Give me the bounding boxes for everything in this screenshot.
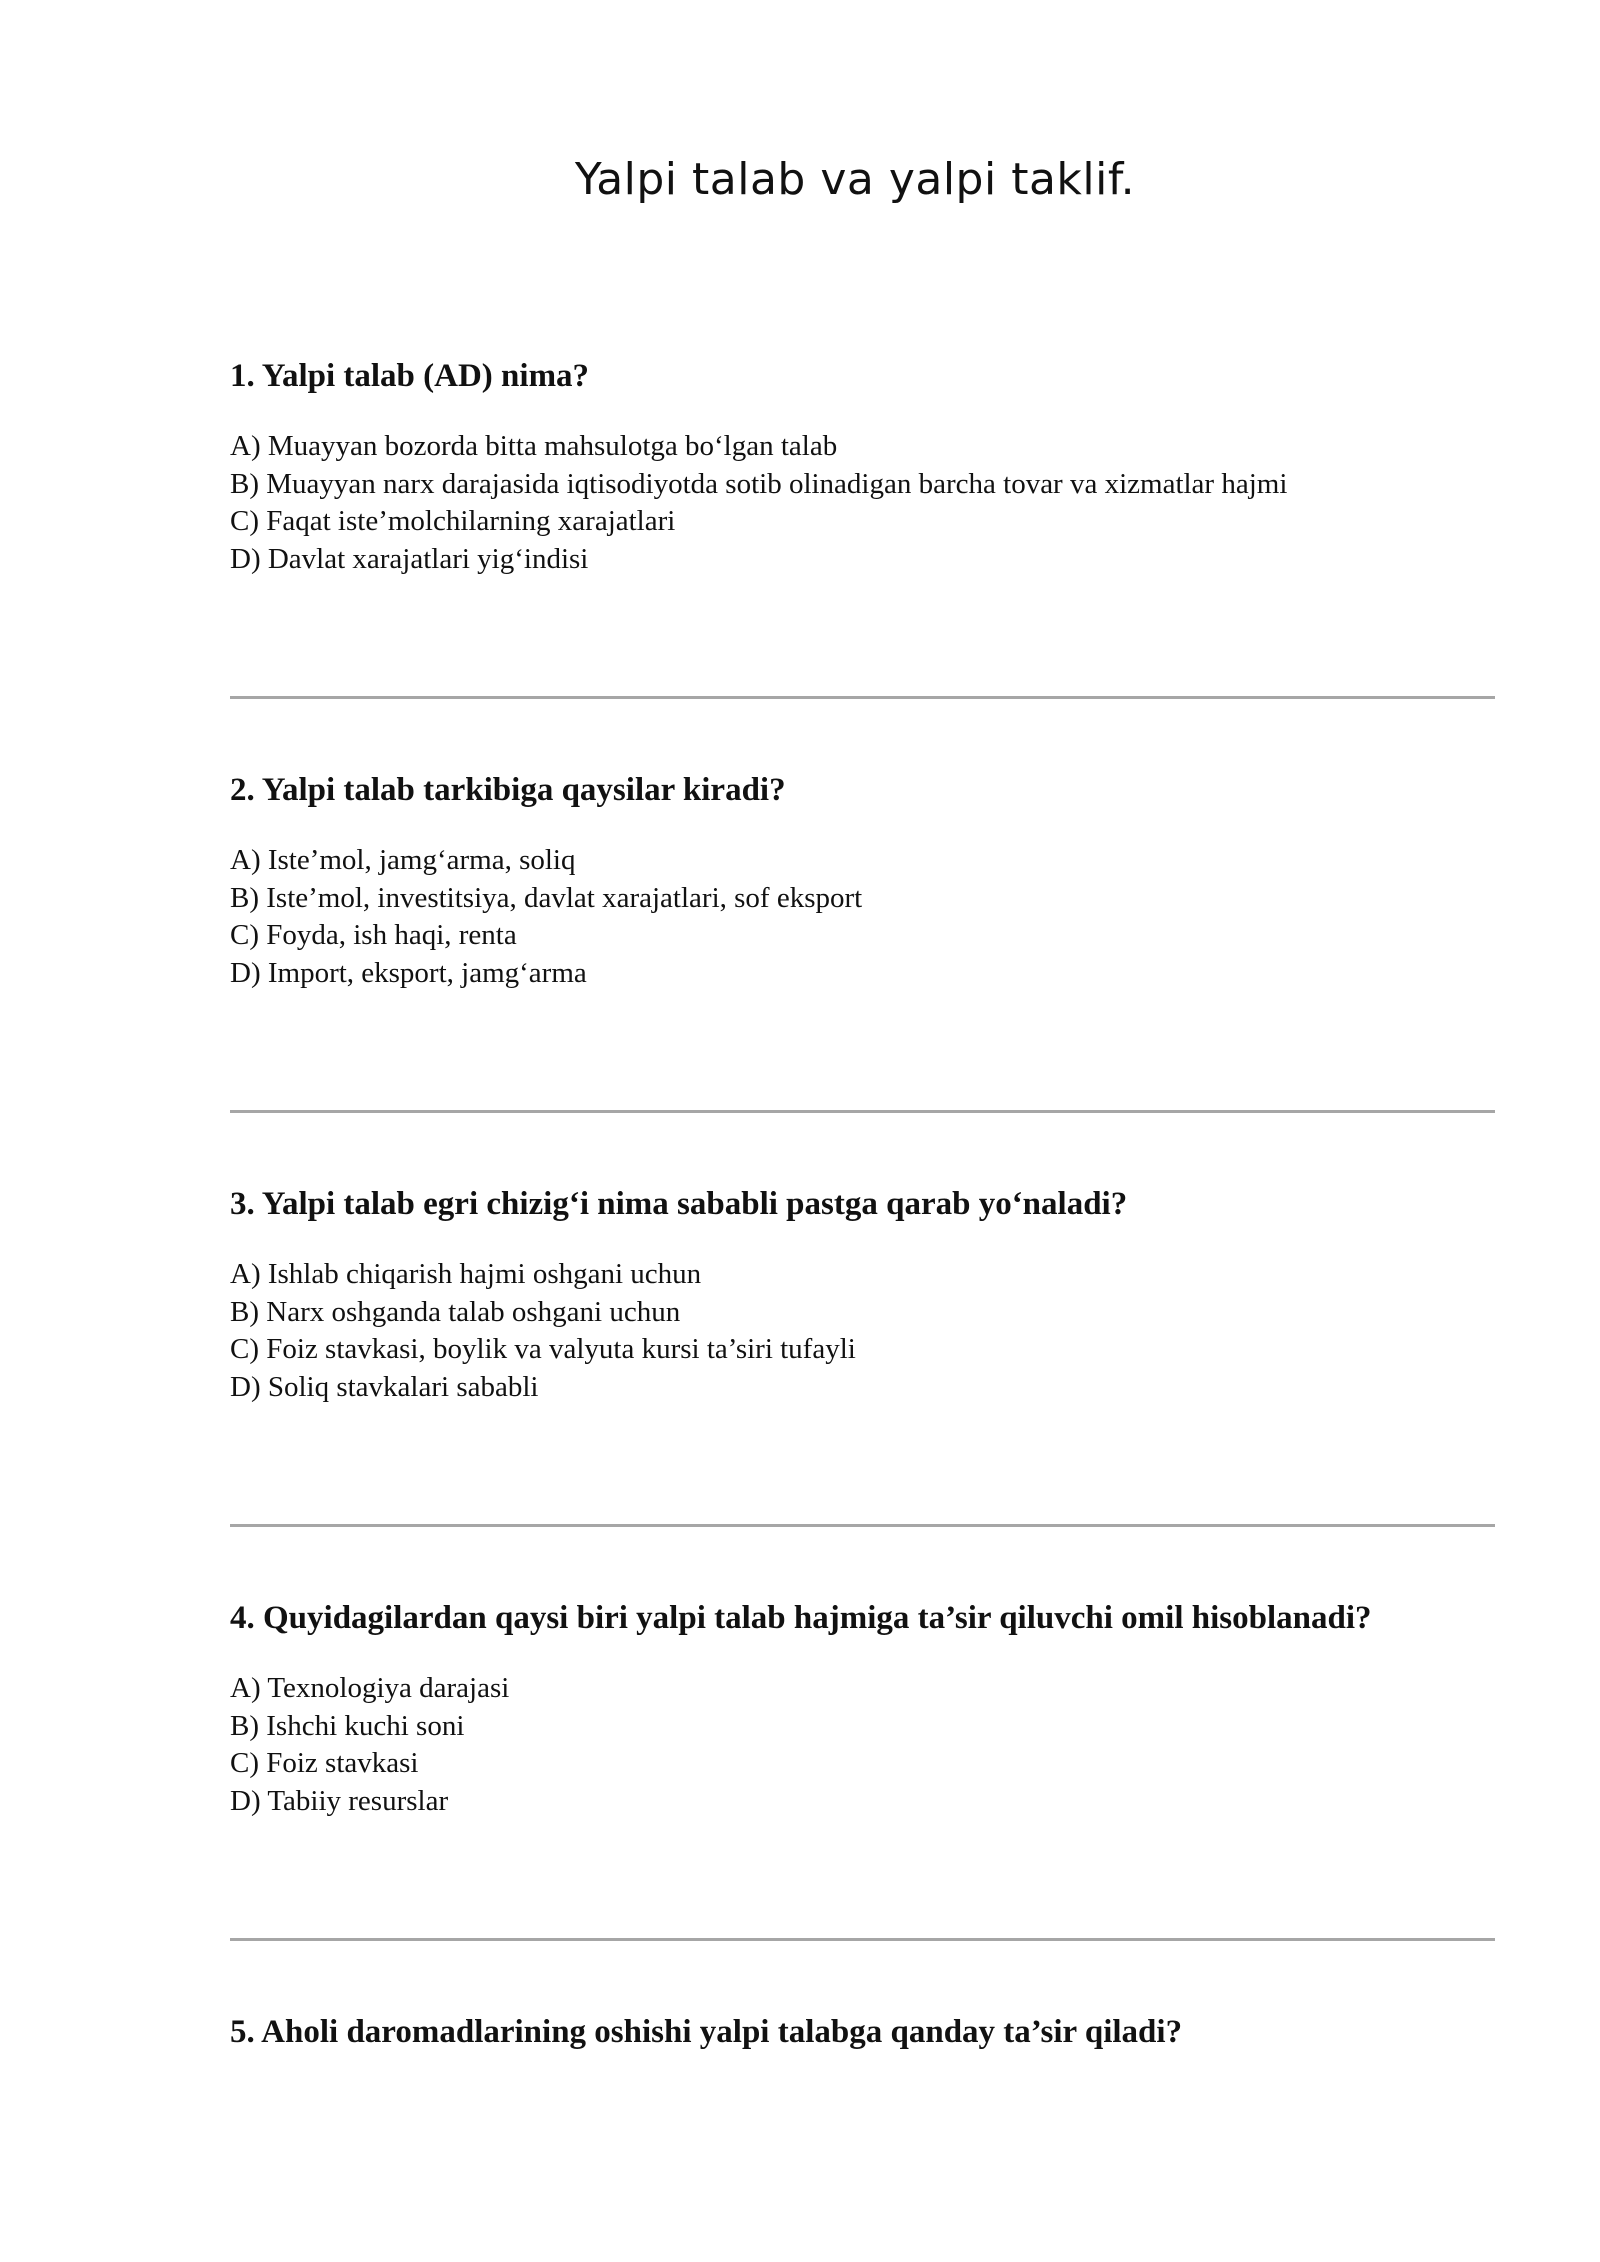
- answer-option-a: A) Texnologiya darajasi: [230, 1672, 510, 1704]
- section-divider: [230, 1110, 1495, 1113]
- question-5: [230, 2012, 1500, 2084]
- answer-option-b: B) Iste’mol, investitsiya, davlat xarajatlari, sof eksport: [230, 881, 863, 914]
- answer-option-b: B) Ishchi kuchi soni: [230, 1709, 465, 1742]
- section-divider: [230, 1524, 1495, 1527]
- answer-option-c: C) Foiz stavkasi, boylik va valyuta kursi ta’siri tufayli: [230, 1333, 856, 1365]
- document-title: Yalpi talab va yalpi taklif.: [574, 154, 1136, 205]
- answer-option-d: D) Tabiiy resurslar: [230, 1784, 449, 1817]
- answer-options: [230, 1256, 1500, 1406]
- question-text: 1. Yalpi talab (AD) nima?: [230, 358, 590, 394]
- question-2: [230, 770, 1500, 992]
- answer-option-c: C) Foyda, ish haqi, renta: [230, 919, 517, 951]
- question-text: 5. Aholi daromadlarining oshishi yalpi talabga qanday ta’sir qiladi?: [230, 2014, 1183, 2050]
- answer-option-b: B) Narx oshganda talab oshgani uchun: [230, 1295, 681, 1328]
- section-divider: [230, 1938, 1495, 1941]
- question-4: [230, 1598, 1500, 1820]
- answer-option-b: B) Muayyan narx darajasida iqtisodiyotda sotib olinadigan barcha tovar va xizmatlar hajmi: [230, 467, 1288, 500]
- answer-option-a: A) Ishlab chiqarish hajmi oshgani uchun: [230, 1258, 702, 1290]
- answer-option-a: A) Muayyan bozorda bitta mahsulotga bo‘lgan talab: [230, 430, 838, 462]
- question-text: 3. Yalpi talab egri chizig‘i nima sababli pastga qarab yo‘naladi?: [230, 1186, 1128, 1222]
- question-text: 2. Yalpi talab tarkibiga qaysilar kiradi?: [230, 772, 786, 808]
- answer-options: [230, 428, 1500, 578]
- answer-options: [230, 1670, 1500, 1820]
- answer-option-d: D) Davlat xarajatlari yig‘indisi: [230, 542, 589, 575]
- question-3: [230, 1184, 1500, 1406]
- answer-options: [230, 842, 1500, 992]
- section-divider: [230, 696, 1495, 699]
- answer-option-d: D) Soliq stavkalari sababli: [230, 1370, 539, 1403]
- answer-option-d: D) Import, eksport, jamg‘arma: [230, 956, 587, 989]
- answer-option-c: C) Faqat iste’molchilarning xarajatlari: [230, 505, 676, 537]
- answer-option-c: C) Foiz stavkasi: [230, 1747, 419, 1779]
- question-1: [230, 356, 1500, 578]
- answer-option-a: A) Iste’mol, jamg‘arma, soliq: [230, 844, 576, 876]
- question-text: 4. Quyidagilardan qaysi biri yalpi talab hajmiga ta’sir qiluvchi omil hisoblanadi?: [230, 1600, 1372, 1636]
